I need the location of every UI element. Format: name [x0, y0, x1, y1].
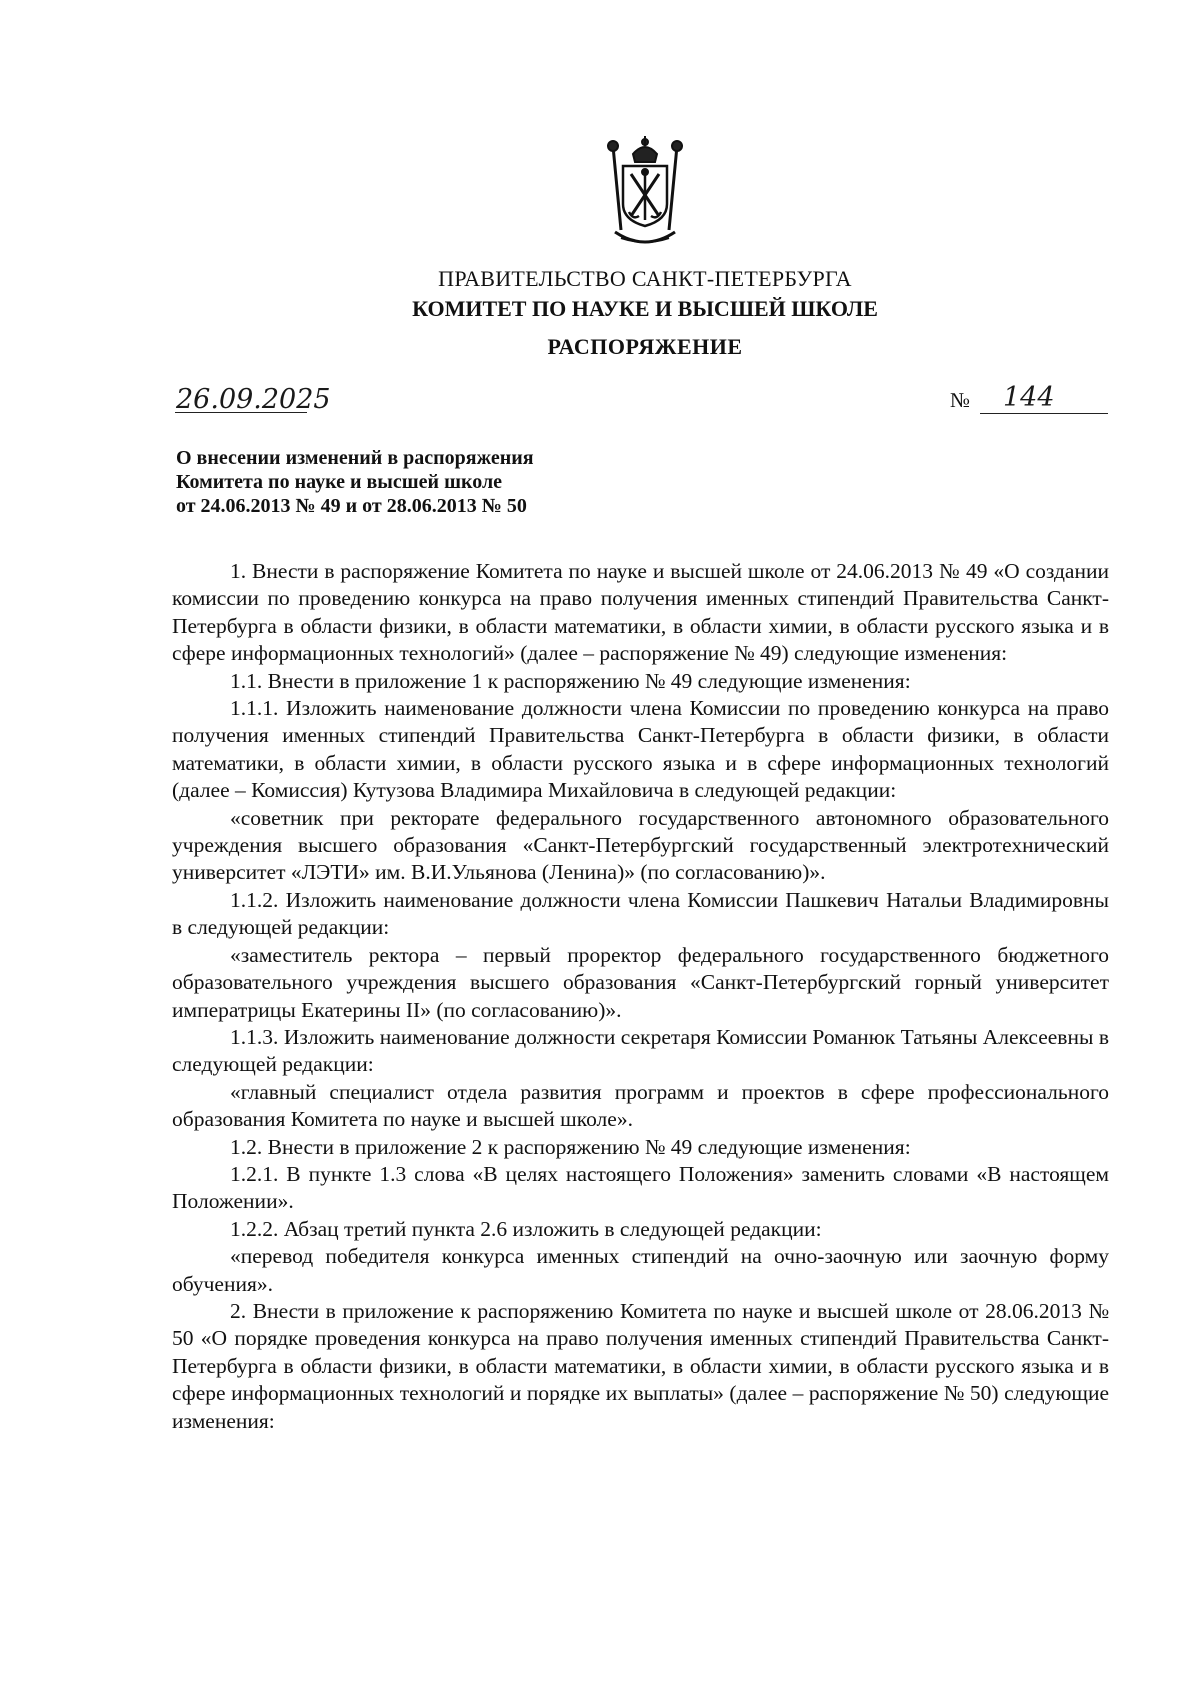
paragraph: 2. Внести в приложение к распоряжению Комитета по науке и высшей школе от 28.06.2013 № 50 «О порядке проведения конкурса на право получения именных стипендий Правительства Санкт-Петербурга в области физики, в области математики, в области химии, в области русского языка и в сфере информационных технологий и порядке их выплаты» (далее – распоряжение № 50) следующие изменения:	[172, 1298, 1109, 1433]
handwritten-date: 26.09.2025	[176, 384, 331, 415]
paragraph: 1.1. Внести в приложение 1 к распоряжению № 49 следующие изменения:	[230, 668, 911, 693]
st-petersburg-coat-of-arms-icon	[593, 134, 697, 248]
document-subject	[176, 446, 534, 518]
document-body	[172, 558, 1109, 1435]
number-label: №	[950, 388, 971, 412]
paragraph: 1.2.1. В пункте 1.3 слова «В целях настоящего Положения» заменить словами «В настоящем Положении».	[172, 1161, 1109, 1214]
paragraph: 1.2.2. Абзац третий пункта 2.6 изложить в следующей редакции:	[230, 1216, 822, 1241]
paragraph: «советник при ректорате федерального государственного автономного образовательного учреждения высшего образования «Санкт-Петербургский государственный электротехнический университет «ЛЭТИ» им. В.И.Ульянова (Ленина)» (по согласованию)».	[172, 805, 1109, 885]
subject-line: от 24.06.2013 № 49 и от 28.06.2013 № 50	[176, 495, 527, 517]
subject-line: О внесении изменений в распоряжения	[176, 447, 534, 469]
date-underline	[175, 412, 307, 413]
committee-title: КОМИТЕТ ПО НАУКЕ И ВЫСШЕЙ ШКОЛЕ	[412, 296, 878, 321]
paragraph: 1. Внести в распоряжение Комитета по науке и высшей школе от 24.06.2013 № 49 «О создании комиссии по проведению конкурса на право получения именных стипендий Правительства Санкт-Петербурга в области физики, в области математики, в области химии, в области русского языка и в сфере информационных технологий» (далее – распоряжение № 49) следующие изменения:	[172, 559, 1109, 666]
paragraph: 1.1.2. Изложить наименование должности члена Комиссии Пашкевич Натальи Владимировны в следующей редакции:	[172, 887, 1109, 940]
government-title: ПРАВИТЕЛЬСТВО САНКТ-ПЕТЕРБУРГА	[438, 266, 852, 291]
paragraph: «главный специалист отдела развития программ и проектов в сфере профессионального образования Комитета по науке и высшей школе».	[172, 1079, 1109, 1132]
document-type: РАСПОРЯЖЕНИЕ	[547, 334, 743, 359]
paragraph: «заместитель ректора – первый проректор федерального государственного бюджетного образовательного учреждения высшего образования «Санкт-Петербургский горный университет императрицы Екатерины II» (по согласованию)».	[172, 942, 1109, 1022]
paragraph: 1.1.3. Изложить наименование должности секретаря Комиссии Романюк Татьяны Алексеевны в следующей редакции:	[172, 1024, 1109, 1077]
paragraph: 1.1.1. Изложить наименование должности члена Комиссии по проведению конкурса на право получения именных стипендий Правительства Санкт-Петербурга в области физики, в области математики, в области химии, в области русского языка и в сфере информационных технологий (далее – Комиссия) Кутузова Владимира Михайловича в следующей редакции:	[172, 696, 1109, 803]
paragraph: 1.2. Внести в приложение 2 к распоряжению № 49 следующие изменения:	[230, 1134, 911, 1159]
number-underline	[980, 413, 1108, 414]
handwritten-number: 144	[1003, 382, 1055, 413]
subject-line: Комитета по науке и высшей школе	[176, 471, 503, 493]
paragraph: «перевод победителя конкурса именных стипендий на очно-заочную или заочную форму обучения».	[172, 1244, 1109, 1296]
